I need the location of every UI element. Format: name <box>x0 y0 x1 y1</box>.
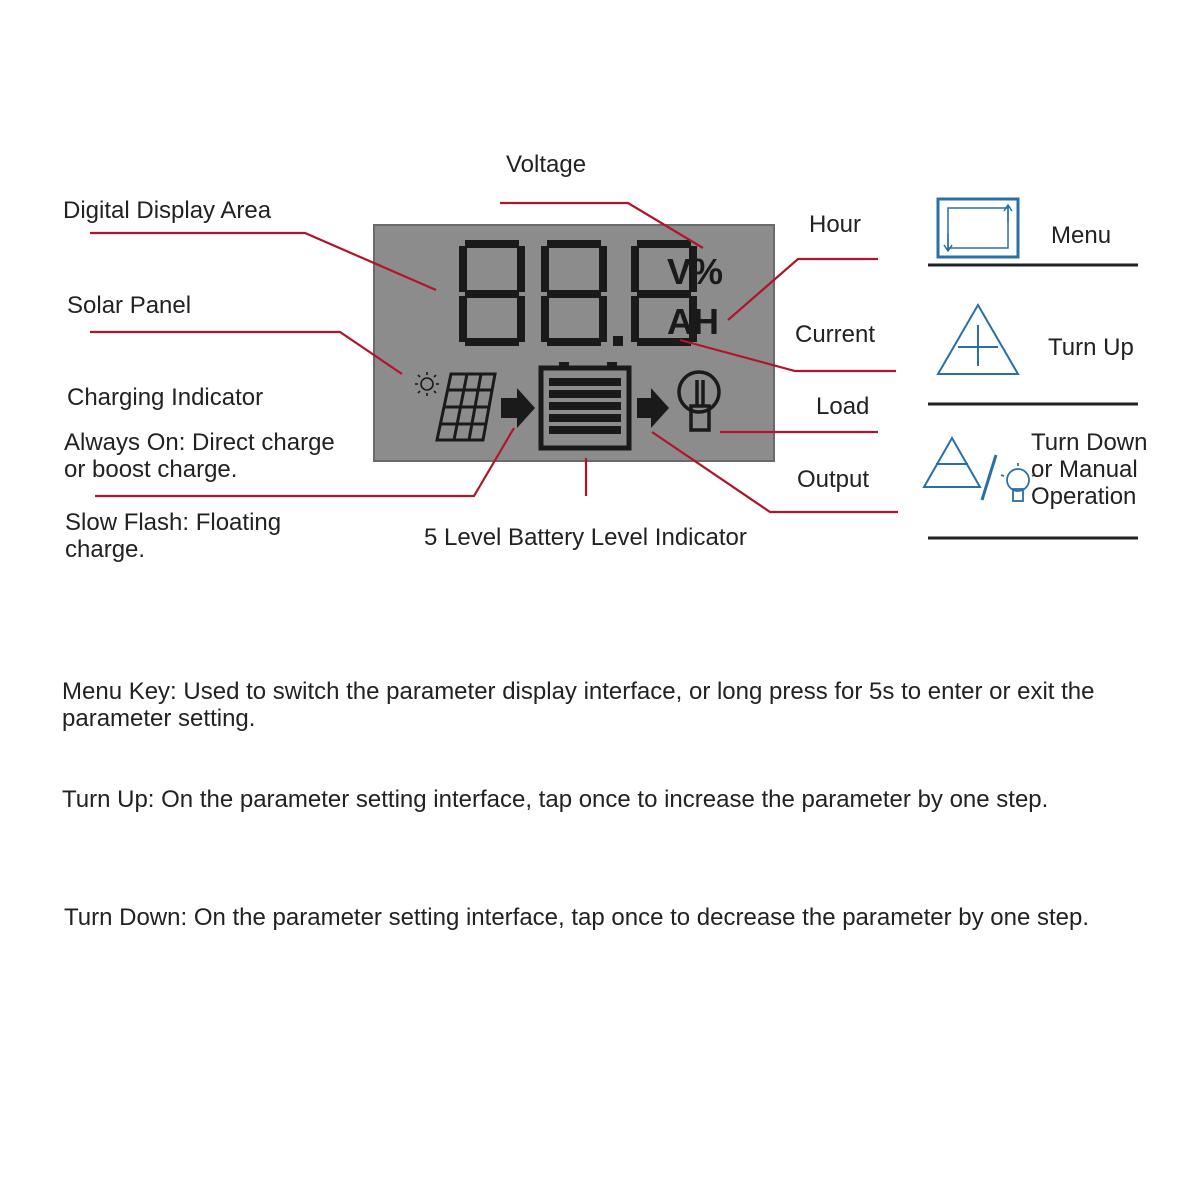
label-solar-panel: Solar Panel <box>67 292 192 319</box>
turn-down-key-icon[interactable] <box>924 438 980 487</box>
label-load: Load <box>816 393 870 420</box>
unit-voltage-percent: V% <box>667 251 724 292</box>
key-label-turn-down-1: Turn Down <box>1031 429 1148 456</box>
key-label-menu: Menu <box>1051 222 1112 249</box>
key-label-turn-down-3: Operation <box>1031 483 1137 510</box>
label-always-on-1: Always On: Direct charge <box>64 429 335 456</box>
leader-digital-display <box>90 233 436 290</box>
key-label-turn-down-2: or Manual <box>1031 456 1138 483</box>
slash-divider <box>982 455 996 500</box>
label-slow-flash-1: Slow Flash: Floating <box>65 509 282 536</box>
unit-amp-hour: AH <box>667 301 719 342</box>
label-output: Output <box>797 466 870 493</box>
label-digital-display-area: Digital Display Area <box>63 197 272 224</box>
leader-voltage <box>500 203 703 248</box>
desc-turn-up: Turn Up: On the parameter setting interface, tap once to increase the parameter by one step. <box>62 786 1049 813</box>
label-slow-flash-2: charge. <box>65 536 146 563</box>
desc-turn-down: Turn Down: On the parameter setting interface, tap once to decrease the parameter by one step. <box>64 904 1090 931</box>
label-hour: Hour <box>809 211 862 238</box>
desc-menu-key: Menu Key: Used to switch the parameter display interface, or long press for 5s to enter or exit the parameter setting. <box>62 678 1095 732</box>
label-battery-level-indicator: 5 Level Battery Level Indicator <box>424 524 747 551</box>
label-charging-indicator: Charging Indicator <box>67 384 264 411</box>
menu-key-icon[interactable] <box>938 199 1018 257</box>
label-current: Current <box>795 321 876 348</box>
label-voltage: Voltage <box>506 151 587 178</box>
leader-hour <box>728 259 878 320</box>
manual-bulb-icon[interactable] <box>1001 463 1035 501</box>
leader-solar-panel <box>90 332 402 374</box>
turn-up-key-icon[interactable] <box>938 305 1018 374</box>
key-label-turn-up: Turn Up <box>1048 334 1134 361</box>
label-always-on-2: or boost charge. <box>64 456 238 483</box>
